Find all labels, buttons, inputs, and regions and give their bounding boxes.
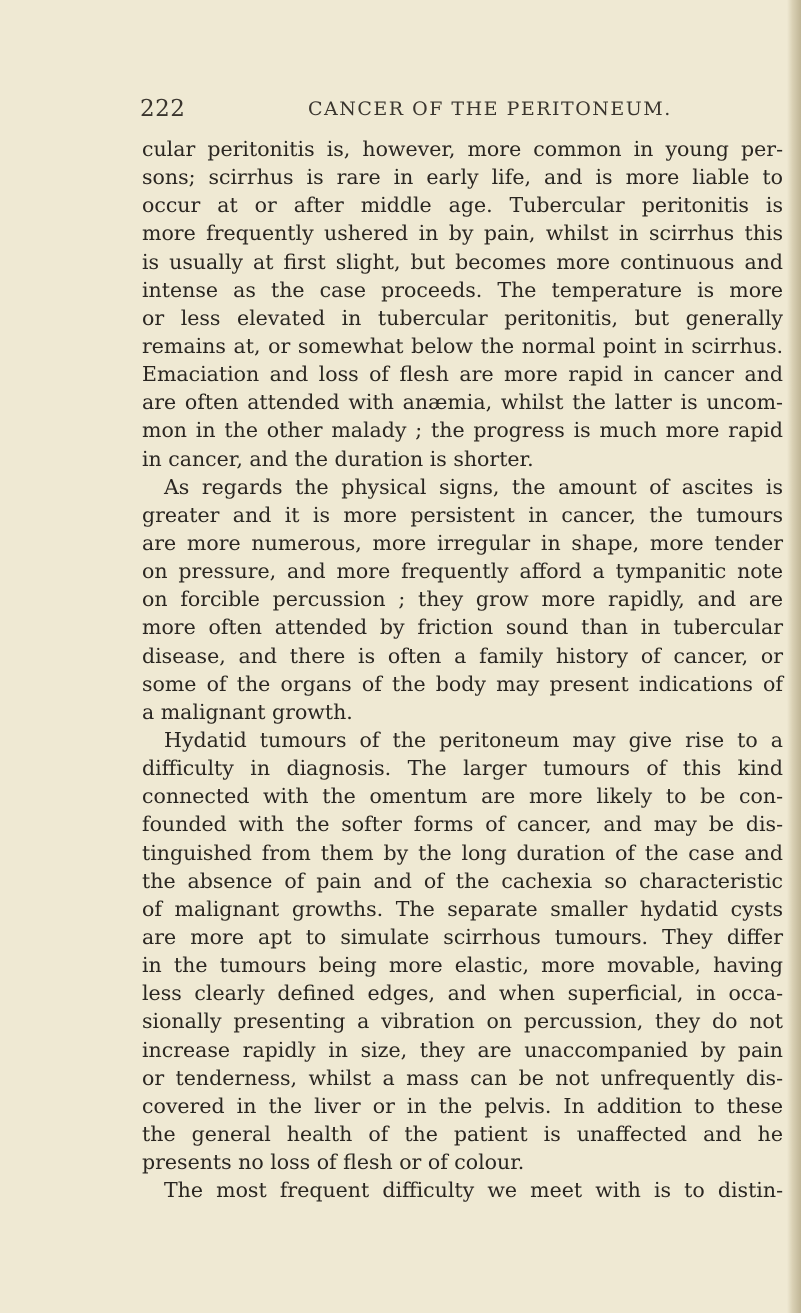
text-line: occur at or after middle age. Tubercular peritonitis is xyxy=(142,193,783,218)
text-line: Hydatid tumours of the peritoneum may give rise to a xyxy=(164,727,783,752)
text-line: covered in the liver or in the pelvis. In addition to these xyxy=(142,1093,783,1118)
text-line: is usually at first slight, but becomes more continuous and xyxy=(142,249,783,274)
text-line: difficulty in diagnosis. The larger tumours of this kind xyxy=(142,756,783,781)
text-line: Emaciation and loss of flesh are more rapid in cancer and xyxy=(142,362,783,387)
page-number: 222 xyxy=(140,96,186,122)
text-line: in the tumours being more elastic, more movable, having xyxy=(142,953,783,978)
text-line: in cancer, and the duration is shorter. xyxy=(142,446,534,471)
text-line: disease, and there is often a family history of cancer, or xyxy=(142,643,783,668)
text-line: the general health of the patient is unaffected and he xyxy=(142,1121,783,1146)
text-line: presents no loss of flesh or of colour. xyxy=(142,1150,525,1175)
text-line: a malignant growth. xyxy=(142,699,353,724)
text-line: greater and it is more persistent in cancer, the tumours xyxy=(142,502,783,527)
text-line: remains at, or somewhat below the normal point in scirrhus. xyxy=(142,333,783,358)
text-line: connected with the omentum are more likely to be con- xyxy=(142,784,783,809)
text-line: or tenderness, whilst a mass can be not unfrequently dis- xyxy=(142,1065,783,1090)
text-line: or less elevated in tubercular peritonitis, but generally xyxy=(142,305,783,330)
text-line: on pressure, and more frequently afford a tympanitic note xyxy=(142,559,783,584)
page-header xyxy=(140,96,780,126)
text-line: more often attended by friction sound than in tubercular xyxy=(142,615,783,640)
text-line: mon in the other malady ; the progress is much more rapid xyxy=(142,418,783,443)
text-line: less clearly defined edges, and when superficial, in occa- xyxy=(142,981,783,1006)
running-title: CANCER OF THE PERITONEUM. xyxy=(308,98,672,120)
text-line: are often attended with anæmia, whilst the latter is uncom- xyxy=(142,390,783,415)
text-line: tinguished from them by the long duration of the case and xyxy=(142,840,783,865)
text-line: increase rapidly in size, they are unaccompanied by pain xyxy=(142,1037,783,1062)
body-text xyxy=(142,135,783,1204)
text-line: of malignant growths. The separate smaller hydatid cysts xyxy=(142,896,783,921)
text-line: some of the organs of the body may present indications of xyxy=(142,671,783,696)
page-edge-shadow xyxy=(787,0,801,1313)
text-line: are more numerous, more irregular in shape, more tender xyxy=(142,530,783,555)
text-line: on forcible percussion ; they grow more rapidly, and are xyxy=(142,587,783,612)
text-line: intense as the case proceeds. The temperature is more xyxy=(142,277,783,302)
text-line: As regards the physical signs, the amount of ascites is xyxy=(164,474,783,499)
text-line: the absence of pain and of the cachexia so characteristic xyxy=(142,868,783,893)
text-line: more frequently ushered in by pain, whilst in scirrhus this xyxy=(142,221,783,246)
text-line: sons; scirrhus is rare in early life, and is more liable to xyxy=(142,165,783,190)
text-line: sionally presenting a vibration on percussion, they do not xyxy=(142,1009,783,1034)
text-line: cular peritonitis is, however, more common in young per- xyxy=(142,137,783,161)
text-line: founded with the softer forms of cancer, and may be dis- xyxy=(142,812,783,837)
text-line: are more apt to simulate scirrhous tumours. They differ xyxy=(142,924,783,949)
text-line: The most frequent difficulty we meet with is to distin- xyxy=(164,1178,783,1203)
